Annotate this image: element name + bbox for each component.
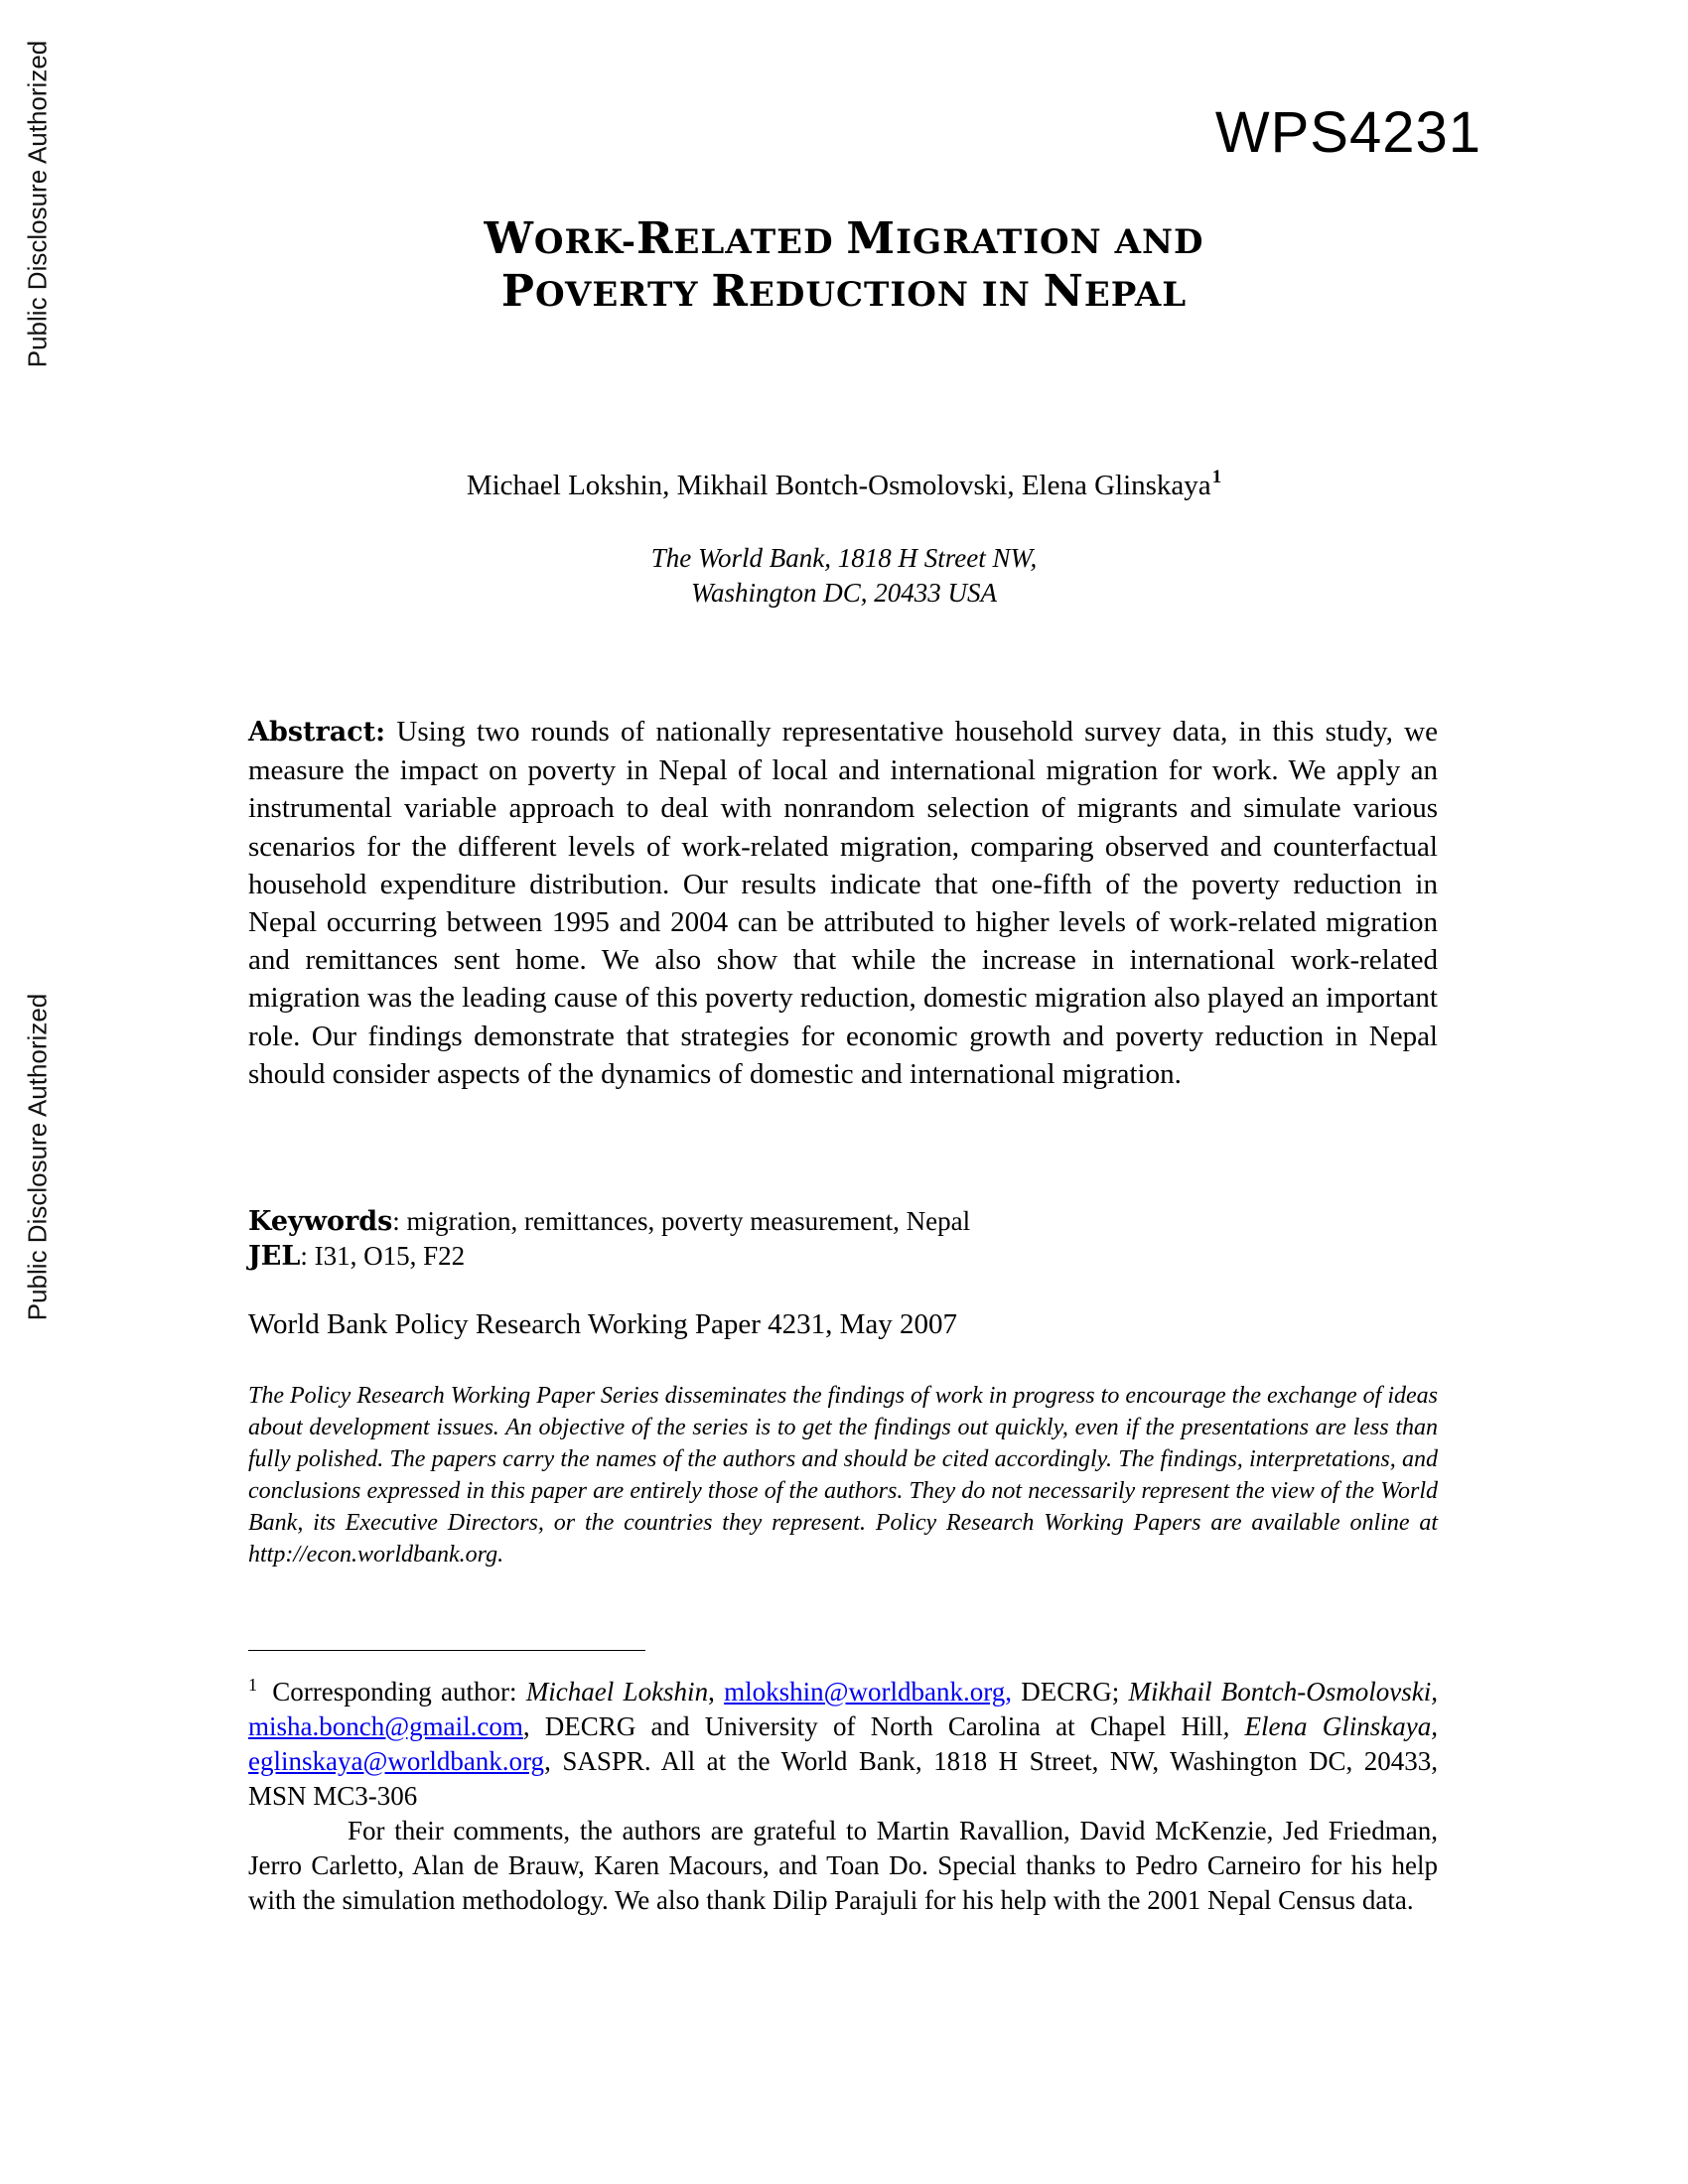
abstract-label: Abstract:	[248, 717, 386, 748]
footnote-dept-2: , DECRG and University of North Carolina at Chapel Hill	[522, 1711, 1223, 1741]
abstract	[248, 713, 1438, 1093]
footnote-comma: ,	[1222, 1711, 1230, 1741]
footnote-author-3: Elena Glinskaya,	[1244, 1711, 1438, 1741]
email-link-glinskaya[interactable]: eglinskaya@worldbank.org	[248, 1746, 545, 1776]
keywords-block	[248, 1204, 1438, 1274]
footnote	[248, 1668, 1438, 1918]
keywords-label: Keywords	[248, 1206, 393, 1237]
jel-label: JEL	[248, 1241, 301, 1272]
author-footnote-mark[interactable]: 1	[1211, 467, 1222, 487]
title-line-2	[0, 267, 1688, 320]
title-cap: M	[846, 213, 897, 264]
title-cap: R	[635, 213, 674, 264]
title-line-1	[0, 214, 1688, 267]
affiliation-line-2: Washington DC, 20433 USA	[690, 578, 998, 608]
paper-title	[0, 214, 1688, 320]
title-rest: OVERTY	[534, 275, 712, 315]
abstract-text: Using two rounds of nationally representative household survey data, in this study, we measure the impact on poverty in Nepal of local and international migration for work. We apply an instrumental variable approach to deal with nonrandom selection of migrants and simulate various scenarios for the different levels of work-related migration, comparing observed and counterfactual household expenditure distribution. Our results indicate that one-fifth of the poverty reduction in Nepal occurring between 1995 and 2004 can be attributed to higher levels of work-related migration and remittances sent home. We also show that while the increase in international work-related migration was the leading cause of this poverty reduction, domestic migration also played an important role. Our findings demonstrate that strategies for economic growth and poverty reduction in Nepal should consider aspects of the dynamics of domestic and international migration.	[248, 716, 1439, 1090]
title-cap: W	[484, 213, 534, 264]
keywords-text: : migration, remittances, poverty measurement, Nepal	[392, 1206, 971, 1236]
footnote-author-2: Mikhail Bontch-Osmolovski,	[1128, 1677, 1438, 1706]
footnote-lead: Corresponding author:	[263, 1677, 526, 1706]
footnote-author-1: Michael Lokshin	[525, 1677, 709, 1706]
email-link-lokshin[interactable]: mlokshin@worldbank.org,	[724, 1677, 1012, 1706]
title-rest: EPAL	[1083, 275, 1188, 315]
working-paper-line: World Bank Policy Research Working Paper 4231, May 2007	[248, 1308, 958, 1340]
affiliation-line-1: The World Bank, 1818 H Street NW,	[650, 543, 1038, 573]
footnote-dept-1: DECRG;	[1011, 1677, 1129, 1706]
jel-line	[248, 1239, 1438, 1274]
footnote-sep: ,	[708, 1677, 725, 1706]
report-number: WPS4231	[1214, 100, 1481, 165]
public-disclosure-label-bottom: Public Disclosure Authorized	[22, 993, 53, 1321]
title-cap: N	[1043, 266, 1084, 317]
title-cap: R	[711, 266, 749, 317]
title-rest: EDUCTION IN	[748, 275, 1044, 315]
jel-text: : I31, O15, F22	[300, 1241, 466, 1271]
keywords-line	[248, 1204, 1438, 1239]
title-rest: IGRATION AND	[896, 222, 1204, 262]
footnote-correspondence	[248, 1668, 1438, 1814]
public-disclosure-label-top: Public Disclosure Authorized	[22, 40, 53, 368]
title-rest: ELATED	[673, 222, 847, 262]
email-link-bonch[interactable]: misha.bonch@gmail.com	[248, 1711, 523, 1741]
series-disclaimer: The Policy Research Working Paper Series disseminates the findings of work in progress to encourage the exchange of ideas about development issues. An objective of the series is to get the findings out quickly, even if the presentations are less than fully polished. The papers carry the names of the authors and should be cited accordingly. The findings, interpretations, and conclusions expressed in this paper are entirely those of the authors. They do not necessarily represent the view of the World Bank, its Executive Directors, or the countries they represent. Policy Research Working Papers are available online at http://econ.worldbank.org.	[248, 1383, 1438, 1568]
affiliation	[0, 541, 1688, 611]
footnote-dept-3: , SASPR. All at the World Bank, 1818 H Street, NW, Washington DC, 20433, MSN MC3-306	[248, 1746, 1438, 1811]
title-cap: P	[500, 266, 535, 317]
title-rest: ORK-	[533, 222, 636, 262]
footnote-rule	[248, 1650, 645, 1651]
footnote-sep	[1229, 1711, 1244, 1741]
footnote-mark: 1	[248, 1675, 257, 1695]
author-names: Michael Lokshin, Mikhail Bontch-Osmolovski, Elena Glinskaya	[466, 470, 1211, 501]
author-list	[0, 467, 1688, 502]
footnote-acknowledgements: For their comments, the authors are grateful to Martin Ravallion, David McKenzie, Jed Friedman, Jerro Carletto, Alan de Brauw, Karen Macours, and Toan Do. Special thanks to Pedro Carneiro for his help with the simulation methodology. We also thank Dilip Parajuli for his help with the 2001 Nepal Census data.	[248, 1816, 1438, 1915]
